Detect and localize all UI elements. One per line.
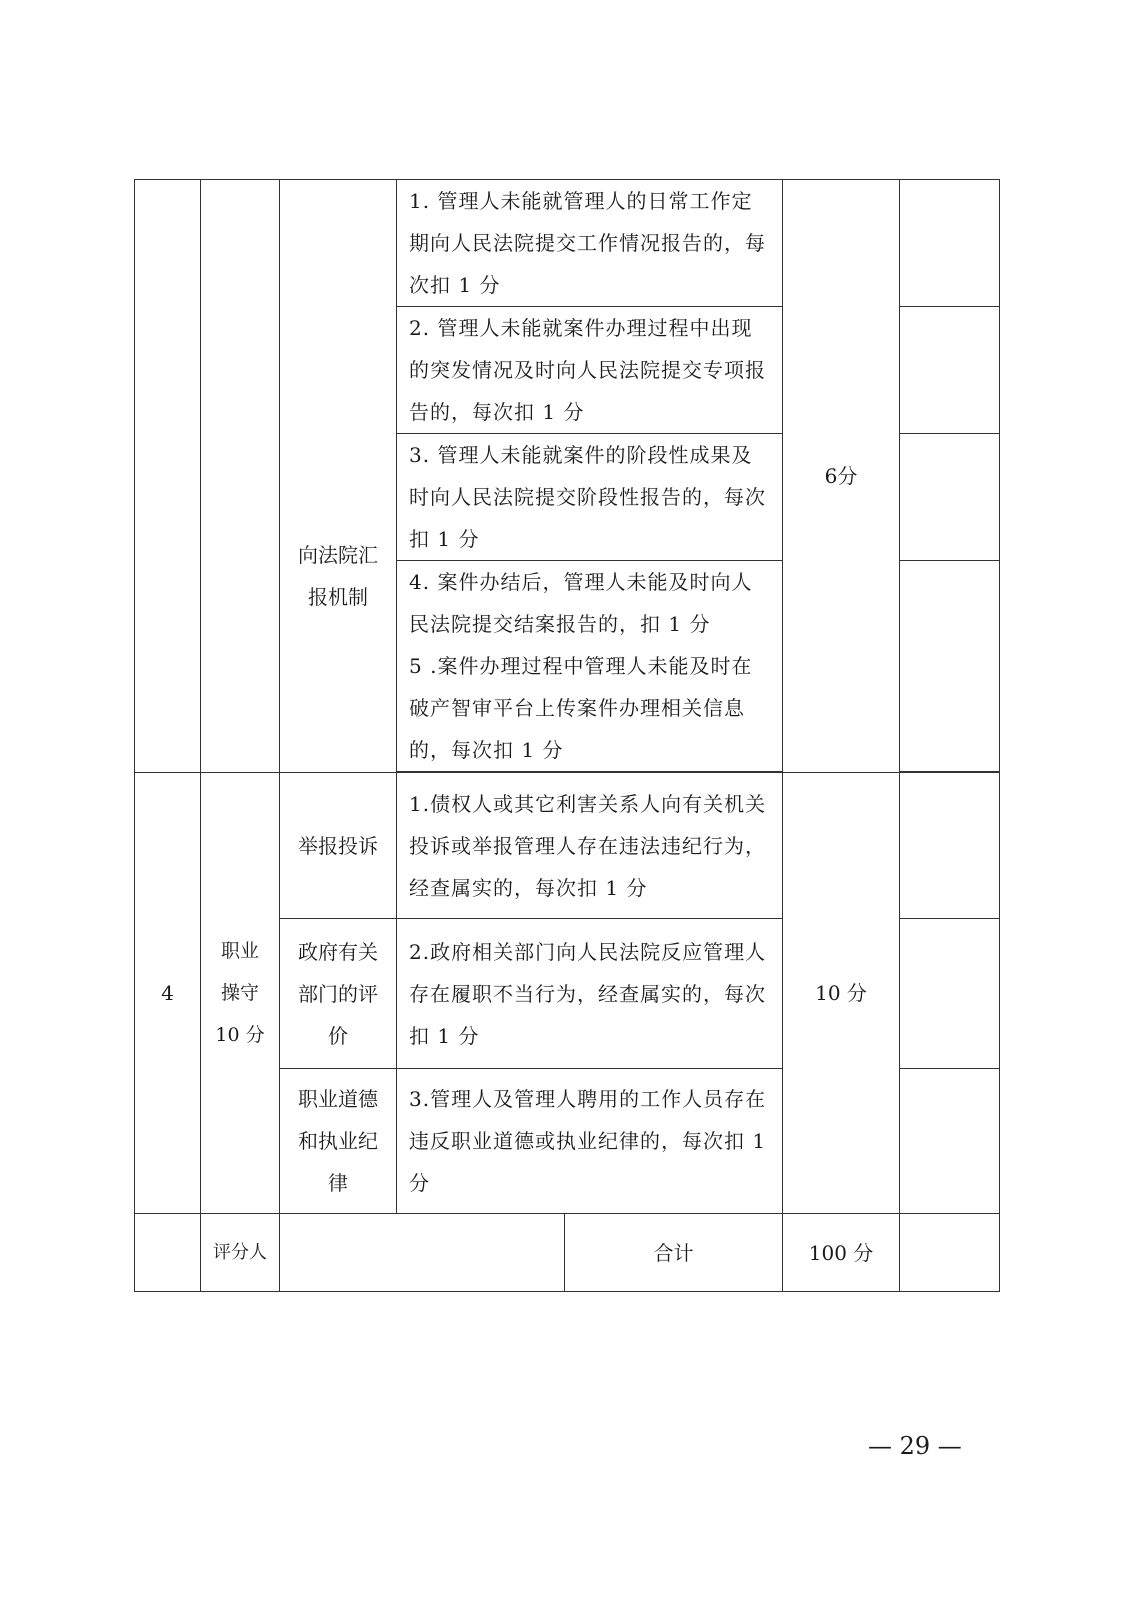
scoring-table (134, 179, 1000, 1292)
item-label: 职业道德和执业纪律 (280, 1069, 397, 1214)
score-cell: 10 分 (783, 773, 900, 1214)
deduction-cell (900, 773, 1000, 919)
total-deduction-cell (900, 1214, 1000, 1292)
total-score: 100 分 (783, 1214, 900, 1292)
deduction-cell (900, 434, 1000, 561)
deduction-cell (900, 561, 1000, 772)
category-label-line: 10 分 (215, 1024, 265, 1046)
scorer-value (280, 1214, 565, 1292)
item-label: 政府有关部门的评价 (280, 919, 397, 1069)
total-label: 合计 (565, 1214, 783, 1292)
section-number: 4 (135, 773, 201, 1214)
item-label: 举报投诉 (280, 773, 397, 919)
number-cell-empty (135, 180, 201, 773)
item-label-court-reporting: 向法院汇报机制 (280, 180, 397, 773)
criterion-text: 4. 案件办结后，管理人未能及时向人民法院提交结案报告的，扣 1 分 (409, 570, 753, 636)
criterion-text: 3.管理人及管理人聘用的工作人员存在违反职业道德或执业纪律的，每次扣 1 分 (397, 1069, 783, 1214)
score-cell: 6分 (783, 180, 900, 773)
criterion-text: 2.政府相关部门向人民法院反应管理人存在履职不当行为，经查属实的，每次扣 1 分 (397, 919, 783, 1069)
scorer-label: 评分人 (201, 1214, 280, 1292)
criterion-text: 1. 管理人未能就管理人的日常工作定期向人民法院提交工作情况报告的，每次扣 1 分 (397, 180, 783, 307)
deduction-cell (900, 919, 1000, 1069)
category-label (201, 773, 280, 1214)
criterion-text: 1.债权人或其它利害关系人向有关机关投诉或举报管理人存在违法违纪行为，经查属实的，每次扣 1 分 (397, 773, 783, 919)
category-label-line: 操守 (220, 982, 259, 1004)
criterion-text: 2. 管理人未能就案件办理过程中出现的突发情况及时向人民法院提交专项报告的，每次扣 1 分 (397, 307, 783, 434)
category-label-line: 职业 (220, 940, 259, 962)
deduction-cell (900, 1069, 1000, 1214)
criterion-text: 3. 管理人未能就案件的阶段性成果及时向人民法院提交阶段性报告的，每次扣 1 分 (397, 434, 783, 561)
page-number: — 29 — (868, 1432, 962, 1460)
deduction-cell (900, 307, 1000, 434)
category-cell-empty (201, 180, 280, 773)
criterion-text: 5 .案件办理过程中管理人未能及时在破产智审平台上传案件办理相关信息的，每次扣 1 分 (409, 654, 753, 762)
deduction-cell (900, 180, 1000, 307)
footer-empty-cell (135, 1214, 201, 1292)
criterion-text-group (397, 561, 783, 772)
